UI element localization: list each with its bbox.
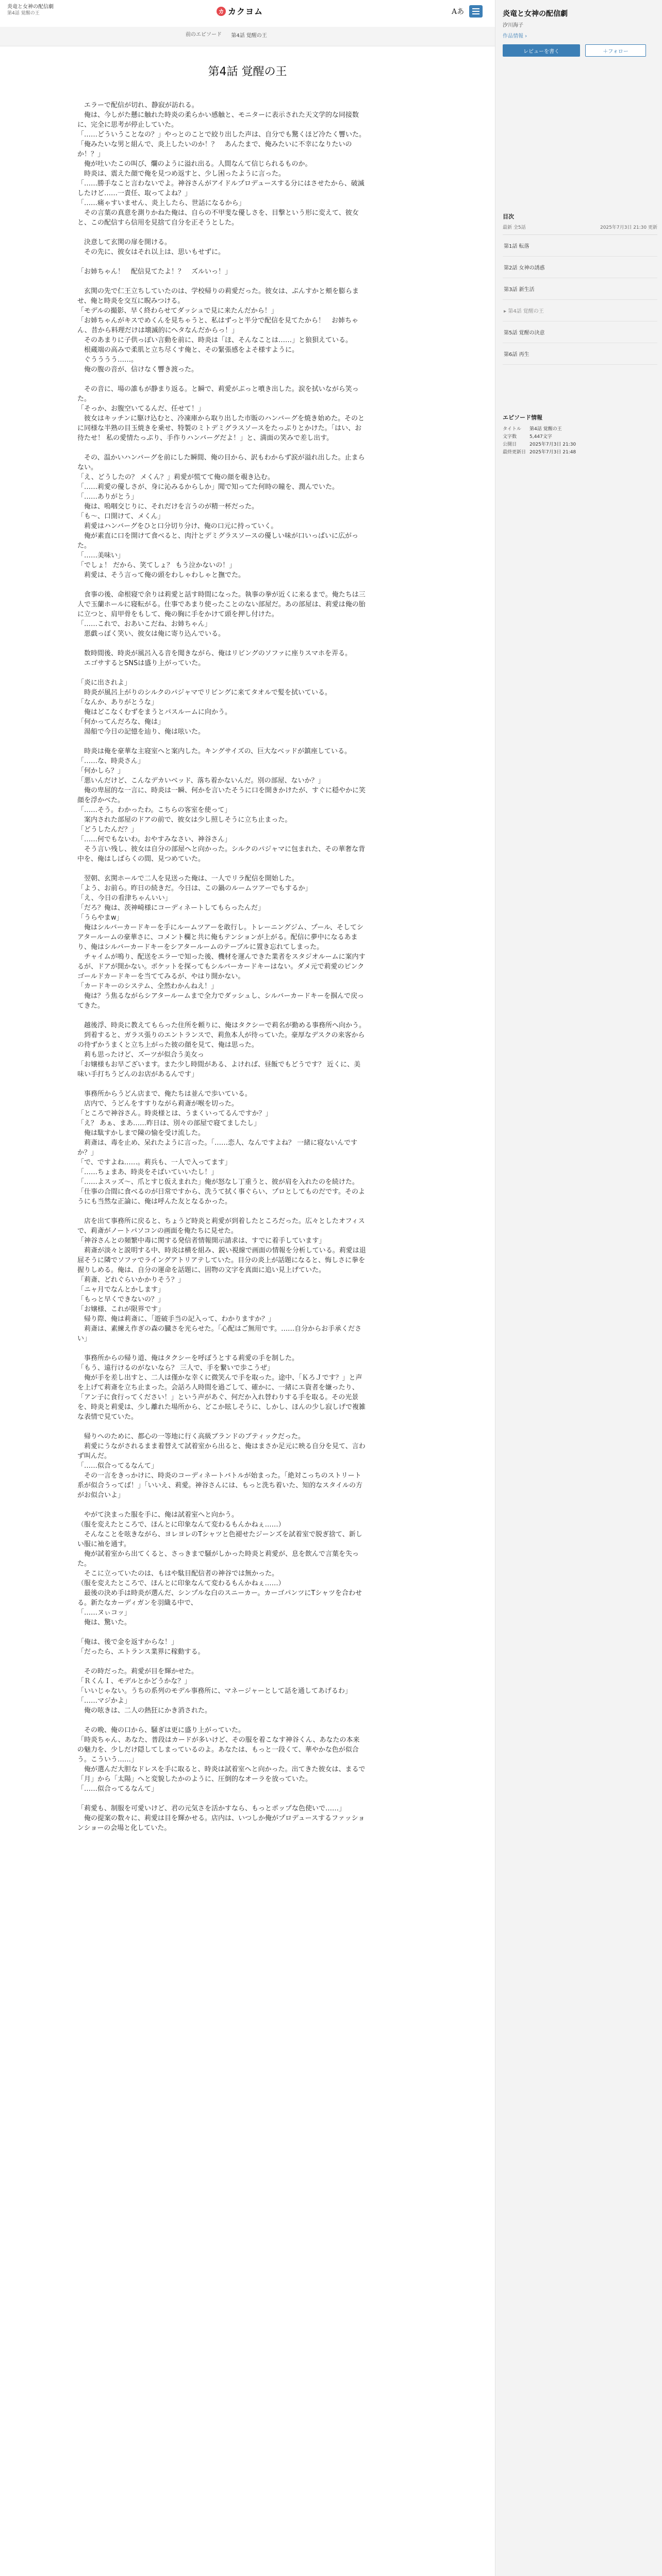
episode-paragraph: 莉斎は、毒を止め、呆れたように言った。「……恋人、なんですよね？ 一緒に寝ないんですか？」	[77, 1139, 358, 1157]
episode-paragraph: その音に、場の誰もが静まり返る。と瞬で、莉愛がぷっと噴き出した。涙を拭いながら笑った。	[77, 385, 359, 403]
episode-paragraph: 莉斎が淡々と説明する中、時炎は横を組み、鋭い視線で画面の情報を分析している。莉愛は退屈そうに隣でソファでライングアトリアテしていた。目分の炎上が話題になると、悔しさに拳を握りしめる。俺は、自分の運命を話題に、固物の文字を真面に追い見上げていた。	[77, 1247, 366, 1274]
episode-paragraph: 莉愛はハンバーグをひと口分切り分け、俺の口元に持っていく。	[77, 522, 278, 530]
episode-paragraph: 「俺みたいな男と組んで、炎上したいのか！？ あんたまで、俺みたいに不幸になりたいのか！？」	[77, 141, 352, 158]
current-episode-label: 第4話 覚醒の王	[231, 33, 267, 39]
episode-paragraph: 「お姉ちゃん！ 配信見てたよ！？ ズルいっ！」	[77, 268, 232, 276]
info-row	[503, 449, 657, 456]
episode-paragraph	[77, 580, 366, 590]
episode-paragraph: 「炎に出されよ」	[77, 679, 131, 687]
episode-paragraph	[77, 1207, 366, 1216]
episode-paragraph: 「で、ですよね……。莉兵も、一人で入ってます」	[77, 1159, 231, 1166]
toc-meta-count: 最新 全5話	[503, 225, 526, 230]
info-value: 2025年7月3日 21:30	[529, 442, 576, 447]
episode-paragraph: その時だった。莉愛が目を輝かせた。	[77, 1668, 198, 1675]
episode-paragraph: 「ニャ月でなんとかします」	[77, 1286, 165, 1294]
episode-paragraph: 「いいじゃない。うちの系列のモデル事務所に、マネージャーとして話を通してあげるわ」	[77, 1687, 352, 1695]
episode-paragraph: 「……そう。わかったわ。こちらの客室を使って」	[77, 806, 231, 814]
episode-paragraph: 「え、今日の看津ちゃんいい」	[77, 894, 172, 902]
logo-text: カクヨム	[228, 7, 263, 16]
episode-paragraph: そこに立っていたのは、もはや駄目配信者の神谷では無かった。	[77, 1570, 279, 1578]
episode-paragraph: 俺が素直に口を開けて食べると、肉汁とデミグラスソースの優しい味が口いっぱいに広がった。	[77, 532, 358, 550]
episode-paragraph: 玄関の先で仁王立ちしていたのは、学校帰りの莉愛だった。彼女は、ぷんすかと頬を膨らませ、俺と時炎を交互に睨みつける。	[77, 287, 359, 305]
logo-mark-icon: カ	[217, 7, 226, 16]
episode-paragraph: 「……似合ってるなんて」	[77, 1785, 158, 1793]
episode-paragraph: 俺の卑屈的な一言に、時炎は一瞬、何かを言いたそうに口を開きかけたが、すぐに穏やかに笑顔を浮かべた。	[77, 787, 366, 804]
episode-paragraph: 俺は、嗚咽交じりに、それだけを言うのが精一杯だった。	[77, 503, 259, 511]
toc-heading: 目次	[503, 213, 514, 220]
episode-paragraph: 「……ちょまあ、時炎をそばいていいたし！」	[77, 1168, 218, 1176]
episode-paragraph: 莉愛は、そう言って俺の頭をわしゃわしゃと撫でた。	[77, 571, 245, 579]
episode-paragraph	[77, 228, 366, 238]
episode-paragraph: 「でしょ！ だから、笑てしょ？ もう泣かないの！」	[77, 562, 236, 569]
episode-paragraph: 「莉斎、どれぐらいかかりそう？」	[77, 1276, 185, 1284]
episode-paragraph: 「……痛ゃすいません、炎上したら、世話になるから」	[77, 199, 245, 207]
sidebar	[495, 0, 662, 2576]
episode-paragraph: その晩、俺の口から、騒ぎは更に盛り上がっていた。	[77, 1726, 245, 1734]
episode-paragraph: その先に、彼女はそれ以上は、思いもせずに。	[77, 248, 225, 256]
info-value: 2025年7月3日 21:48	[529, 450, 576, 455]
episode-paragraph: 「お嬢様もお早ございます。また少し時間がある、よければ、昼飯でもどうです？ 近くに、美味い手打ちうどんのお店があるんです」	[77, 1061, 361, 1078]
episode-paragraph: 「うらやまw」	[77, 914, 123, 922]
episode-paragraph: 「え、どうしたの？ メくん？」莉愛が慌てて俺の顔を覗き込む。	[77, 473, 274, 481]
episode-paragraph: 莉愛にうながされるまま着替えて試着室から出ると、俺はまさか足元に映る自分を見て、言わず叫んだ。	[77, 1443, 366, 1460]
episode-paragraph: 翌朝、玄関ホールで二人を見送った俺は、一人でリラ配信を開始した。	[77, 875, 299, 883]
episode-paragraph: 俺は、今しがた懸に触れた時炎の柔らかい感触と、モニターに表示された天文学的な同接数に、完全に思考が停止していた。	[77, 111, 359, 129]
episode-paragraph: 俺の提案の数々に、莉愛は目を輝かせる。店内は、いつしか俺がプロデュースするファッションショーの会場と化していた。	[77, 1815, 365, 1832]
episode-body	[77, 100, 366, 1833]
episode-paragraph: 俺は？う焦るながらシアタールームまで全力でダッシュし、シルバーカードキーを掴んで戻ってきた。	[77, 992, 365, 1010]
episode-paragraph	[77, 1500, 366, 1510]
episode-paragraph: その、温かいハンバーグを前にした瞬間、俺の目から、訳もわからず涙が溢れ出した。止まらない。	[77, 454, 365, 471]
episode-paragraph: 到着すると、ガラス張りのエントランスで、莉魚本人が待っていた。豪厚なデスクの来客からの待ずかうまくと立ち上がった彼の顔を見て、俺は思った。	[77, 1031, 365, 1049]
info-row	[503, 433, 657, 441]
episode-paragraph: 俺は駄すかしまで陳の愉を受け流した。	[77, 1129, 205, 1137]
episode-paragraph: 「そっか、お腹空いてるんだ、任せて！」	[77, 405, 205, 413]
info-key: 文字数	[503, 434, 517, 439]
episode-paragraph: 「……な、時炎さん」	[77, 757, 145, 765]
episode-paragraph: 越後浮、時炎に教えてもらった住所を頼りに、俺はタクシーで莉名が勤める事務所へ向かう。	[77, 1022, 366, 1029]
info-value: 第4話 覚醒の王	[529, 427, 562, 432]
write-review-button[interactable]: レビューを書く	[503, 44, 580, 57]
episode-paragraph: 「もう、遠行けるのがないなら？ 三人で、手を繋いで歩こうぜ」	[77, 1364, 274, 1372]
current-episode-crumb	[200, 31, 298, 39]
top-icons	[452, 5, 483, 18]
toc-meta	[503, 224, 657, 235]
episode-paragraph: そう言い残し、彼女は自分の部屋へと向かった。シルクのパジャマに包まれた、その華奢な背中を、俺はしばらくの間、見つめていた。	[77, 845, 366, 863]
episode-paragraph: その一言をきっかけに、時炎のコーディネートバトルが始まった。「絶対こっちのストリート系が似合うってば！」「いいえ、莉愛。神谷さんには、もっと洗ち着いた、知的なスタイルの方がお似合いよ」	[77, 1472, 363, 1499]
toc-item-1[interactable]: 第1話 転落	[503, 235, 657, 257]
episode-paragraph	[77, 668, 366, 678]
episode-paragraph	[77, 1344, 366, 1353]
episode-paragraph: 「時炎ちゃん、あなた、普段はカードが多いけど、その服を着こなす神谷くん、あなたの本来の魅力を、少しだけ隠してしまっているのよ。あなたは、もっと一段くて、華やかな色が似合う。こういう……」	[77, 1736, 360, 1764]
episode-paragraph: 湯船で今日の記憶を辿り、俺は呟いた。	[77, 728, 205, 736]
episode-paragraph: 「も～、口開けて、メくん」	[77, 513, 164, 520]
toc-item-3[interactable]: 第3話 新生活	[503, 278, 657, 300]
episode-paragraph	[77, 737, 366, 747]
episode-paragraph: 「モデルの撮影、早く終わらせてダッシュで見に来たんだから！」	[77, 307, 278, 315]
episode-paragraph: 数時間後、時炎が風呂入る音を聞きながら、俺はリビングのソファに座りスマホを弄る。	[77, 650, 352, 657]
episode-paragraph: 莉も思ったけど、ズーツが似合う美女っ	[77, 1051, 204, 1059]
episode-paragraph: 「ＲくんＩ、モデルとかどうかな？」	[77, 1677, 191, 1685]
episode-paragraph: 「神谷さんとの頻繁中毒に関する発信者情報開示請求は、すでに着手しています」	[77, 1237, 326, 1245]
episode-paragraph: 事務所からうどん店まで、俺たちは並んで歩いている。	[77, 1090, 252, 1098]
episode-paragraph: 「……似合ってるなんて」	[77, 1462, 158, 1470]
episode-paragraph: 俺が試着室から出てくると、さっきまで騒がしかった時炎と莉愛が、息を飲んで言葉を失った。	[77, 1550, 359, 1568]
episode-paragraph: （服を変えたところで、ほんとに印象なんて変わるもんかねぇ……）	[77, 1521, 285, 1529]
toc-item-4-current[interactable]: ▸ 第4話 覚醒の王	[503, 300, 657, 321]
episode-paragraph: 「……勝手なこと言わないでよ。神谷さんがアイドルプロデュースする分にはさせたから、破滅したけど……一責任、取ってよね？」	[77, 180, 365, 197]
episode-paragraph: 「……ありがとう」	[77, 493, 138, 501]
episode-paragraph: 俺はシルバーカードキーを手にルームツアーを敢行し。トレーニングジム、プール、そしてシアタールームの豪華さに、コメント欄と共に俺もテンションが上がる。配信に夢中になるあまり、俺はシルバーカードキーをシアタールームのテーブルに置き忘れてしまった。	[77, 924, 364, 951]
episode-paragraph: チャイムが鳴り、配送をエラーで知った後、機材を運んできた業者をスタジオルームに案内するが、ドアが開かない。ポケットを探ってもシルバーカードキーはない。ダメ元で莉愛のピンクゴールドカードキーを当ててみるが、やはり開かない。	[77, 953, 366, 980]
episode-paragraph: 俺はどこなくむずをまうとパスルームに向かう。	[77, 708, 232, 716]
episode-paragraph: 最後の決め手は時炎が選んだ、シンプルな白のスニーカー。カーゴパンツにTシャツを合わせる。新たなカーディガンを羽織る中で、	[77, 1589, 362, 1607]
font-size-icon[interactable]: Aあ	[452, 8, 465, 16]
top-bar	[0, 0, 495, 23]
work-info-link[interactable]: 作品情報 ›	[503, 33, 527, 39]
episode-paragraph: ぐうううう……。	[77, 356, 138, 364]
episode-paragraph: 「なんか、ありがとうな」	[77, 699, 158, 706]
episode-paragraph: 彼女はキッチンに駆け込むと、冷凍庫から取り出した市販のハンバーグを焼き始めた。そのとに同様な半熟の目玉焼きを乗せ、特製のミトデミグラスソースをたっぷりとかけた。「はい、お待たせ！ 私の愛情たっぷり、手作りハンバーグだよ！」と、満面の笑みで差し出す。	[77, 415, 365, 442]
episode-paragraph: 時炎が風呂上がりのシルクのパジャマでリビングに来てタオルで髪を拭いている。	[77, 689, 332, 697]
info-row	[503, 426, 657, 433]
toc-item-5[interactable]: 第5話 覚醒の決意	[503, 321, 657, 343]
episode-paragraph: 時炎は、震えた顔で俺を見つめ返すと、少し困ったように言った。	[77, 170, 286, 178]
sidebar-buttons	[503, 44, 657, 57]
info-key: タイトル	[503, 427, 521, 432]
episode-paragraph: 「……莉愛の優しさが、身に沁みるからしか」聞で知ってた何時の瞳を、潤んでいた。	[77, 483, 339, 491]
episode-paragraph: 「よう、お前ら。昨日の続きだ。今日は、この鍋のルームツアーでもするか」	[77, 885, 312, 892]
kakuyomu-logo[interactable]	[217, 5, 263, 17]
episode-paragraph: その言葉の真意を測りかねた俺は、自らの不甲斐な優しさを、目撃という形に変えて、彼女と、この配信すら信用を見捨て自分を正そうとした。	[77, 209, 359, 227]
sidebar-work-title[interactable]: 炎竜と女神の配信劇	[503, 10, 568, 18]
episode-paragraph	[77, 375, 366, 384]
episode-paragraph: エラーで配信が切れ、静寂が訪れる。	[77, 101, 198, 109]
info-key: 公開日	[503, 442, 517, 447]
episode-paragraph	[77, 1657, 366, 1667]
episode-paragraph	[77, 639, 366, 649]
toc-meta-updated: 2025年7月3日 21:30 更新	[600, 225, 657, 230]
episode-paragraph: 俺の呟きは、二人の熱狂にかき消された。	[77, 1707, 212, 1715]
follow-button[interactable]: ＋フォロー	[585, 44, 646, 57]
top-work-title[interactable]: 炎竜と女神の配信劇	[7, 4, 54, 10]
episode-paragraph: 帰り際、俺は莉斎に、「遊破手当の記入って、わかりますか？」	[77, 1315, 275, 1323]
episode-paragraph: 「……何でもないわ。おやすみなさい、神谷さん」	[77, 836, 231, 843]
episode-paragraph: 「……ヌぃコッ」	[77, 1609, 131, 1617]
info-key: 最終更新日	[503, 450, 526, 455]
toc-item-6[interactable]: 第6話 再生	[503, 343, 657, 365]
episode-paragraph	[77, 1079, 366, 1089]
episode-paragraph: 事務所からの帰り道、俺はタクシーを呼ぼうとする莉愛の手を制した。	[77, 1354, 299, 1362]
episode-paragraph: 俺が選んだ大胆なドレスを手に取ると、時炎は試着室へと向かった。出てきた彼女は、まるで「月」から「太陽」へと変貌したかのように、圧倒的なオーラを放っていた。	[77, 1766, 366, 1783]
episode-paragraph: やがて決まった服を手に、俺は試着室へと向かう。	[77, 1511, 239, 1519]
episode-paragraph: 「カードキーのシステム、全然わかんねえ！」	[77, 982, 218, 990]
sidebar-author[interactable]: 汐川海子	[503, 23, 523, 28]
episode-paragraph	[77, 1011, 366, 1021]
episode-paragraph: 「ところで神谷さん。時炎様とは、うまくいってるんですか？」	[77, 1110, 272, 1117]
top-work-info[interactable]	[7, 4, 54, 17]
info-row	[503, 441, 657, 449]
episode-paragraph	[77, 443, 366, 453]
episode-paragraph: 案内された部屋のドアの前で、彼女は少し照しそうに立ち止まった。	[77, 816, 292, 824]
episode-paragraph: 「莉愛も、制服を可愛いけど、君の元気さを活かすなら、もっとポップな色使いで……」	[77, 1805, 346, 1812]
episode-paragraph: 「……マジかよ」	[77, 1697, 131, 1705]
episode-paragraph: 「……よスッズ～、爪とすじ仮えまれた」俺が怒なし丁重うと、彼が肩を入れたのを続けた。「仕事の合間に食べるのが日常ですから、洗うて拭く事ぐらい、プロとしてものだです。そのようにも当然な正論に、俺は呼んた友となるかった。	[77, 1178, 365, 1206]
episode-paragraph: 店内で、うどんをすすりながら莉斎が喉を切った。	[77, 1100, 238, 1108]
episode-paragraph: 「……美味い」	[77, 552, 125, 560]
episode-paragraph: 俺が吐いたこの叫び、爛のように溢れ出る。人間なんて信じられるものか。	[77, 160, 312, 168]
episode-paragraph: 「え？ あぁ、まあ……昨日は、別々の部屋で寝てましたし」	[77, 1120, 261, 1127]
episode-paragraph: 帰りへのために、都心の一等地に行く高級ブランドのブティックだった。	[77, 1433, 305, 1440]
sidebar-toc	[503, 212, 657, 365]
episode-paragraph: 「どうしたんだ？」	[77, 826, 138, 834]
episode-paragraph: エゴサするとSNSは盛り上がっていた。	[77, 659, 205, 667]
episode-paragraph: 時炎は俺を豪華な主寝室へと案内した。キングサイズの、巨大なベッドが鎮座している。	[77, 748, 352, 755]
episode-paragraph	[77, 1422, 366, 1432]
episode-paragraph	[77, 1794, 366, 1804]
episode-paragraph: 俺の腹の音が、信けなく響き渡った。	[77, 366, 198, 374]
episode-paragraph: 「何かってんだろな、俺は」	[77, 718, 165, 726]
episode-info	[503, 413, 657, 456]
episode-paragraph	[77, 864, 366, 874]
episode-paragraph: 「だろ？俺は、茨神崎様にコーディネートしてもらったんだ」	[77, 904, 264, 912]
episode-paragraph: 俺が手を差し出すと、二人は僅かな幸くに微笑んで手を取った。途中、「ＫろＪです？」と声を上げて莉斎を立ち止まった。会話ろ人時間を過ごして、確かに、一緒にエ資者を嫌ったり、「アン子に食行ってください！」という声があぐ、何だか入れ替わりする手を取る。その光景を、時炎と莉愛は、少し離れた場所から、どこか眩しそうに、しかし、ほんの少し寂しげで複雑な表情で見ていた。	[77, 1374, 366, 1421]
sidebar-work-info	[503, 9, 657, 57]
info-value: 5,447文字	[529, 434, 552, 439]
episode-info-heading: エピソード情報	[503, 414, 542, 421]
episode-paragraph: 決意して玄関の扉を開ける。	[77, 239, 172, 246]
episode-paragraph: そんなことを呟きながら、ヨレヨレのTシャツと色褪せたジーンズを試着室で脱ぎ捨て、新しい服に袖を通す。	[77, 1531, 362, 1548]
toc-item-4-label: 第4話 覚醒の王	[508, 309, 544, 314]
episode-paragraph: 「だったら、エトランス業界に稼動する。	[77, 1648, 205, 1656]
episode-paragraph: 俺は、驚いた。	[77, 1619, 131, 1626]
episode-paragraph: 莉斎は、素練え作ぎの森の臓さを光らせた。「心配はご無用です。……自分からお手承ください」	[77, 1325, 362, 1343]
episode-paragraph	[77, 277, 366, 286]
episode-paragraph: （服を変えたところで、ほんとに印象なんて変わるもんかねぇ……）	[77, 1580, 285, 1587]
episode-paragraph	[77, 1716, 366, 1725]
episode-paragraph: 「俺は、後で金を返すからな！」	[77, 1638, 178, 1646]
episode-paragraph	[77, 257, 366, 267]
episode-paragraph: 根蔵端の高みで柔肌と立ち尽くす俺と、その緊張感をよそ様すように。	[77, 346, 299, 354]
episode-paragraph: 「悪いんだけど、こんなデカいベッド、落ち着かないんだ。別の部屋、ないか？」	[77, 777, 325, 785]
episode-paragraph	[77, 1628, 366, 1637]
episode-title: 第4話 覚醒の王	[208, 65, 287, 78]
episode-paragraph: 「お姉ちゃんがキスでめくんを見ちゃうと、私はずっと半分で配信を見てたから！ お姉ちゃん、昔から料理だけは壊滅的にへタなんだからっ！」	[77, 317, 358, 334]
episode-paragraph: 悪戯っぽく笑い、彼女は俺に寄り込んでいる。	[77, 630, 225, 638]
episode-paragraph: 「……これで、おあいこだね、お姉ちゃん」	[77, 620, 211, 628]
episode-paragraph: 「……どういうことなの？」やっとのことで絞り出した声は、自分でも驚くほど冷たく響いた。	[77, 131, 366, 139]
episode-main	[0, 49, 495, 2576]
episode-paragraph: 「お嬢様、これが限界です」	[77, 1306, 165, 1313]
episode-paragraph: 「何かしら？」	[77, 767, 125, 775]
toc-item-2[interactable]: 第2話 女神の誘惑	[503, 257, 657, 278]
episode-paragraph: そのあまりに子供っぽい言動を前に、時炎は「ほ、そんなことは……」と狼狽えている。	[77, 336, 353, 344]
episode-paragraph: 食事の後、命根寝で余りは莉愛と話す時間になった。執事の拳が近くに来るまで。俺たちは三人で玉蘭ホールに寝転がる。仕事であまり使ったことのない部屋だ。あの部屋は、莉愛は俺の胎に立つと、肩甲骨をもして、俺の胸に手をかけて頭を押し付けた。	[77, 591, 366, 618]
prev-episode-link[interactable]: 前のエピソード	[186, 32, 222, 38]
episode-paragraph: 「もっと早くできないの？」	[77, 1296, 165, 1303]
episode-paragraph: 店を出て事務所に戻ると、ちょうど時炎と莉愛が到着したところだった。広々としたオフィスで、莉斎がノートパソコンの画面を俺たちに見せた。	[77, 1217, 365, 1235]
top-episode-title: 第4話 覚醒の王	[7, 11, 40, 16]
menu-icon[interactable]	[469, 5, 483, 18]
